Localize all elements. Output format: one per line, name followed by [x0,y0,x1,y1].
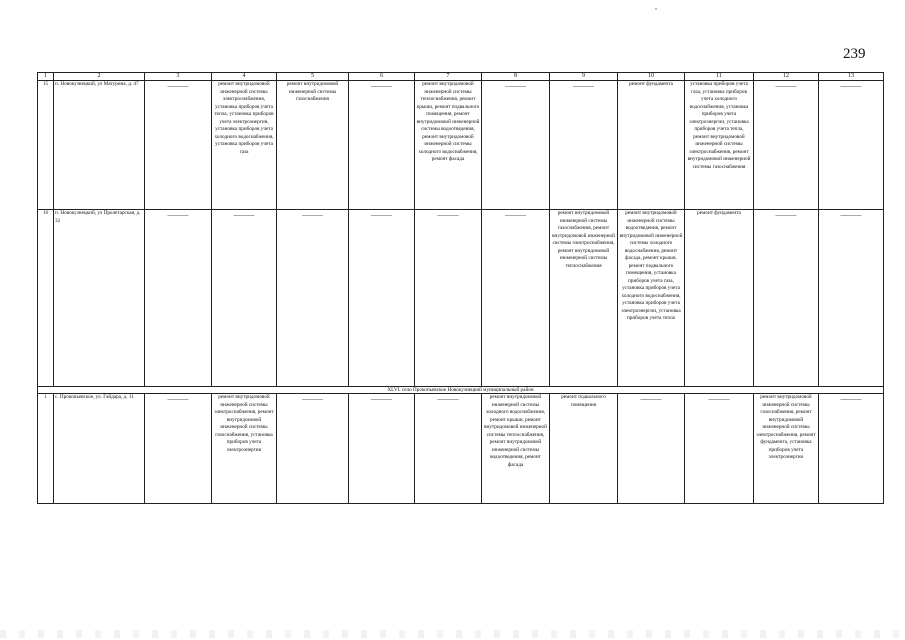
table-row [38,394,884,504]
empty-dash: ——— [505,82,526,90]
empty-dash: ——— [167,395,189,403]
work-cell-col-9 [550,81,618,210]
work-cell-col-13 [819,81,884,210]
header-col-11: 11 [685,73,754,81]
repair-plan-table [37,72,884,504]
empty-dash: ——— [371,82,392,90]
address-cell: п. Новокузнецкий, ул Матурина, д. 47 [54,81,145,210]
header-col-5: 5 [277,73,349,81]
empty-dash: ——— [233,211,255,219]
header-col-10: 10 [618,73,685,81]
empty-dash: ——— [840,211,862,219]
work-cell-col-11 [685,394,754,504]
work-cell-col-7 [415,210,482,387]
empty-dash: ——— [302,395,323,403]
header-col-8: 8 [482,73,550,81]
section-header-row [38,387,884,394]
row-number: 16 [38,210,54,387]
header-col-4: 4 [212,73,277,81]
empty-dash: ——— [302,211,323,219]
work-cell-col-10: ремонт внутридомовой инженерной системы водоотведения, ремонт внутридомовой инженерной системы холодного водоснабжения, ремонт фасада, ремонт крыши, ремонт подвального помещения, установка приборов учета газа, установка приборов учета холодного водоснабжения, установка приборов учета электроэнергии, установка приборов учета тепла [618,210,685,387]
work-cell-col-12: ремонт внутридомовой инженерной системы газоснабжения, ремонт внутридомовой инженерной системы электроснабжения, ремонт фундамента, установка приборов учета электроэнергии [754,394,819,504]
table-row [38,210,884,387]
header-col-7: 7 [415,73,482,81]
work-cell-col-8 [482,81,550,210]
empty-dash: ——— [505,211,526,219]
work-cell-col-6 [349,210,415,387]
empty-dash: ——— [640,395,662,403]
work-cell-col-6 [349,81,415,210]
work-cell-col-7 [415,394,482,504]
work-cell-col-6 [349,394,415,504]
empty-dash: ——— [167,82,189,90]
address-cell: с. Прокопьевское, ул. Гайдара, д. 11 [54,394,145,504]
page-number: 239 [843,46,866,62]
header-col-1: 1 [38,73,54,81]
row-number: 1 [38,394,54,504]
scan-speck [655,8,657,10]
header-col-13: 13 [819,73,884,81]
scan-noise-strip [0,630,905,638]
work-cell-col-9: ремонт подвального помещения [550,394,618,504]
empty-dash: ——— [775,211,797,219]
address-cell: п. Новокузнецкий, ул Пролетарская, д. 32 [54,210,145,387]
empty-dash: ——— [573,82,594,90]
table-row [38,81,884,210]
work-cell-col-12 [754,81,819,210]
work-cell-col-13 [819,210,884,387]
header-col-3: 3 [145,73,212,81]
empty-dash: ——— [371,395,392,403]
work-cell-col-10: ремонт фундамента [618,81,685,210]
header-col-2: 2 [54,73,145,81]
work-cell-col-5 [277,394,349,504]
work-cell-col-7: ремонт внутридомовой инженерной системы теплоснабжения, ремонт крыши, ремонт подвального помещения, ремонт внутридомовой инженерной системы водоотведения, ремонт внутридомовой инженерной системы холодного водоснабжения, ремонт фасада [415,81,482,210]
column-number-header-row [38,73,884,81]
empty-dash: ——— [708,395,730,403]
header-col-9: 9 [550,73,618,81]
work-cell-col-13 [819,394,884,504]
work-cell-col-4: ремонт внутридомовой инженерной системы электроснабжения, установка приборов учета тепла, установка приборов учета электроэнергии, установка приборов учета холодного водоснабжения, установка приборов учета газа [212,81,277,210]
work-cell-col-12 [754,210,819,387]
empty-dash: ——— [371,211,392,219]
empty-dash: ——— [437,211,459,219]
work-cell-col-11: ремонт фундамента [685,210,754,387]
empty-dash: ——— [840,82,862,90]
work-cell-col-8: ремонт внутридомовой инженерной системы холодного водоснабжения, ремонт крыши, ремонт внутридомовой инженерной системы теплоснабжения, ремонт внутридомовой инженерной системы водоотведения, ремонт фасада [482,394,550,504]
work-cell-col-5 [277,210,349,387]
work-cell-col-3 [145,210,212,387]
empty-dash: ——— [167,211,189,219]
empty-dash: ——— [775,82,797,90]
header-col-12: 12 [754,73,819,81]
header-col-6: 6 [349,73,415,81]
work-cell-col-4 [212,210,277,387]
empty-dash: ——— [437,395,459,403]
work-cell-col-4: ремонт внутридомовой инженерной системы электроснабжения, ремонт внутридомовой инженерной системы газоснабжения, установка приборов учета электроэнергии [212,394,277,504]
work-cell-col-3 [145,394,212,504]
work-cell-col-10 [618,394,685,504]
work-cell-col-3 [145,81,212,210]
section-title: XLVI. село Прокопьевское Новокузнецкий муниципальный район [38,387,884,394]
row-number: 15 [38,81,54,210]
work-cell-col-9: ремонт внутридомовой инженерной системы газоснабжения, ремонт внутридомовой инженерной системы электроснабжения, ремонт внутридомовой инженерной системы теплоснабжения [550,210,618,387]
work-cell-col-8 [482,210,550,387]
work-cell-col-5: ремонт внутридомовой инженерной системы газоснабжения [277,81,349,210]
empty-dash: ——— [840,395,862,403]
work-cell-col-11: установка приборов учета газа, установка приборов учета холодного водоснабжения, установка приборов учета электроэнергии, установка приборов учета тепла, ремонт внутридомовой инженерной системы электроснабжения, ремонт внутридомовой инженерной системы газоснабжения [685,81,754,210]
